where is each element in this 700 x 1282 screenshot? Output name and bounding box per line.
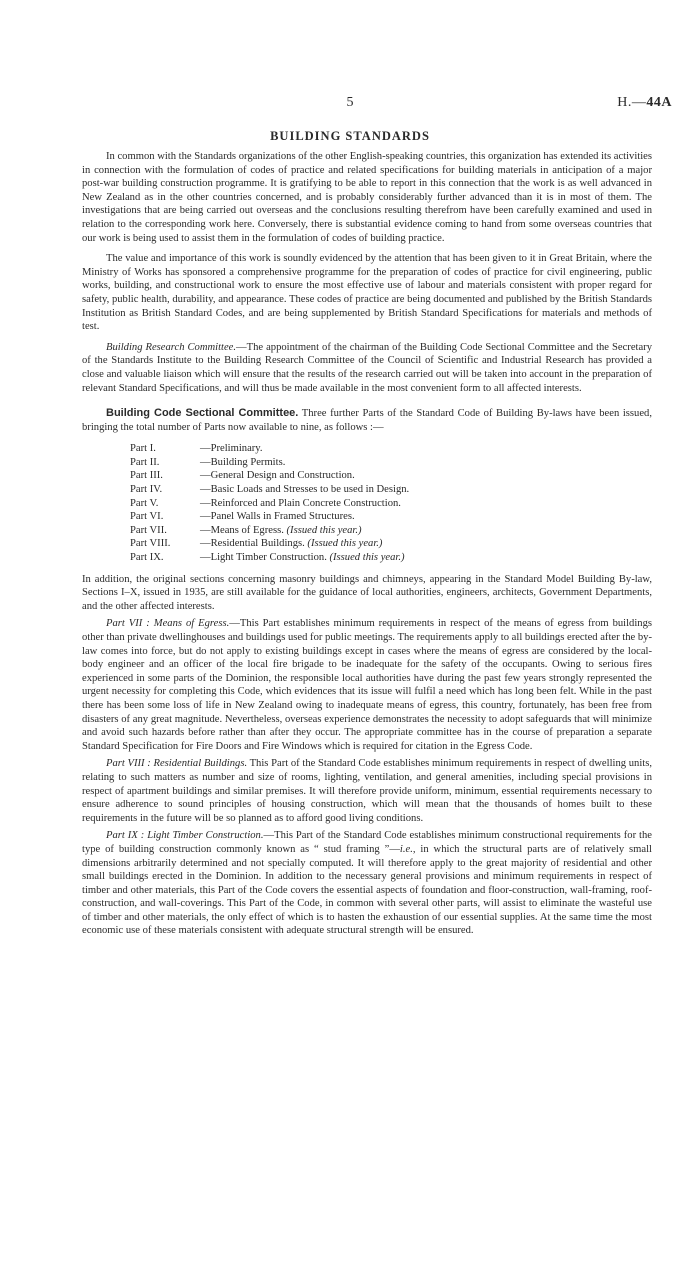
part-title: —Residential Buildings. (200, 538, 305, 550)
part-number: Part VIII. (130, 538, 171, 550)
list-item (130, 537, 652, 551)
list-item (130, 469, 652, 483)
list-item (130, 456, 652, 470)
paragraph-research-committee-text: —The appointment of the chairman of the Building Code Sectional Committee and the Secretary of the Standards Institute to the Building Research Committee of the Council of Scientific and Industrial Research has provided a close and valuable liaison which will ensure that the results of the research carried out will be taken into account in the preparation of relevant Standard Specifications, and will thus be made available in the most convenient form to all affected interests. (82, 341, 652, 394)
paragraph-part-vii (82, 617, 652, 753)
list-item (130, 524, 652, 538)
paragraph-part-vii-text: —This Part establishes minimum requirements in respect of the means of egress from buildings other than private dwellinghouses and buildings used for public meetings. The requirements apply to all buildings erected after the by-law comes into force, but do not apply to existing buildings except in cases where the means of egress are considered by the local-body engineer and an officer of the local fire brigade to be inadequate for the safety of the occupants. Owing to serious fires experienced in some parts of the Dominion, the responsible local authorities have during the past few years strongly represented the urgent necessity for completing this Code, which evidences that its issue will fulfil a need which has long been felt. While in the past there has been some loss of life in New Zealand owing to inadequate means of egress, this country, fortunately, has been free from disasters of any great magnitude. Nevertheless, overseas experience demonstrates the necessity to adopt safeguards that will minimize and avoid such hazards before rather than after they occur. The appropriate committee has in the course of preparation a separate Standard Specification for Fire Doors and Fire Windows which is required for citation in the Egress Code. (82, 618, 653, 752)
paragraph-original-sections: In addition, the original sections concerning masonry buildings and chimneys, appearing in the Standard Model Building By-law, Sections I–X, issued in 1935, are still available for the guidance of local authorities, engineers, architects, Government Departments, and the other affected interests. (82, 573, 652, 612)
page-number: 5 (346, 95, 354, 110)
part-title: —Means of Egress. (200, 524, 284, 536)
part-number: Part IX. (130, 552, 164, 564)
subheading-part-vii: Part VII : Means of Egress. (106, 618, 230, 630)
part-note: (Issued this year.) (329, 552, 405, 564)
paragraph-sectional-committee-text: Three further Parts of the Standard Code of Building By-laws have been issued, bringing the total number of Parts now available to nine, as follows :— (82, 408, 652, 433)
paragraph-part-ix-ie: i.e., (399, 843, 416, 855)
document-code-number: 44A (646, 95, 672, 110)
list-item (130, 510, 652, 524)
part-number: Part VII. (130, 524, 167, 536)
paragraph-great-britain: The value and importance of this work is soundly evidenced by the attention that has been given to it in Great Britain, where the Ministry of Works has sponsored a comprehensive programme for the preparation of codes of practice for civil engineering, public works, building, and constructional work to ensure the most effective use of labour and materials consistent with proper regard for safety, public health, durability, and appearance. These codes of practice are being documented and published by the British Standards Institution as British Standard Codes, and are being supplemented by British Standard Specifications for materials and methods of test. (82, 253, 652, 333)
part-title: —Basic Loads and Stresses to be used in Design. (200, 484, 410, 496)
paragraph-part-viii (82, 757, 652, 825)
paragraph-part-ix-text-a: —This Part of the Standard Code establishes minimum constructional requirements for the type of building construction commonly known as “ stud framing ”— (82, 830, 652, 855)
part-number: Part V. (130, 497, 159, 509)
part-number: Part I. (130, 443, 156, 455)
paragraph-intro: In common with the Standards organizations of the other English-speaking countries, this organization has extended its activities in connection with the formulation of codes of practice and related specifications for building materials in anticipation of a major post-war building construction programme. It is gratifying to be able to report in this connection that the work is as well advanced in New Zealand as in the other countries concerned, and is probably considerably further advanced than it is in most of them. The investigations that are being carried out overseas and the conclusions resulting therefrom have been carefully examined and used in relation to the corresponding work here. Conversely, there is substantial evidence coming to hand from some overseas countries that our work is being used to assist them in the formulation of codes of building practice. (82, 151, 652, 244)
part-title: —Light Timber Construction. (200, 552, 327, 564)
section-heading: BUILDING STANDARDS (270, 129, 430, 143)
document-body (82, 150, 652, 942)
subheading-part-ix: Part IX : Light Timber Construction. (106, 830, 264, 842)
part-title: —Building Permits. (200, 456, 286, 468)
part-title: —Preliminary. (200, 443, 263, 455)
part-note: (Issued this year.) (286, 524, 362, 536)
subheading-research-committee: Building Research Committee. (106, 341, 237, 353)
document-code (617, 95, 672, 111)
paragraph-part-ix-text-b: in which the structural parts are of relatively small dimensions arbitrarily determined and not specially computed. It will therefore apply to the great majority of residential and other small buildings erected in the Dominion. In addition to the necessary general provisions and minimum requirements in respect of timber and other materials, this Part of the Code covers the essential aspects of foundation and floor-construction, wall-framing, roof-construction, and wall-coverings. This Part of the Code, in common with several other parts, will assist to eliminate the wasteful use of timber and other materials, the only effect of which is to hasten the exhaustion of our essential supplies. At the same time the most economic use of these materials consistent with adequate structural strength will be ensured. (82, 843, 652, 937)
document-code-prefix: H.— (617, 95, 647, 110)
paragraph-research-committee (82, 341, 652, 395)
list-item (130, 442, 652, 456)
subheading-sectional-committee: Building Code Sectional Committee. (106, 407, 299, 420)
part-title: —Reinforced and Plain Concrete Construction. (200, 497, 401, 509)
parts-list (130, 442, 652, 564)
part-title: —General Design and Construction. (200, 470, 355, 482)
list-item (130, 497, 652, 511)
part-number: Part VI. (130, 511, 164, 523)
paragraph-sectional-committee (82, 407, 652, 434)
part-number: Part II. (130, 456, 160, 468)
subheading-part-viii: Part VIII : Residential Buildings. (106, 758, 248, 770)
part-number: Part III. (130, 470, 163, 482)
list-item (130, 483, 652, 497)
list-item (130, 551, 652, 565)
part-note: (Issued this year.) (307, 538, 383, 550)
part-number: Part IV. (130, 484, 163, 496)
paragraph-part-viii-text: This Part of the Standard Code establishes minimum requirements in respect of dwelling units, relating to such matters as number and size of rooms, lighting, ventilation, and general amenities, including special provisions in respect of apartment buildings and similar premises. It will therefore provide uniform, minimum, essential requirements necessary to ensure adherence to sound principles of housing construction, which will mean that the thousands of homes built to these requirements in the future will be so planned as to afford good living conditions. (82, 758, 652, 824)
part-title: —Panel Walls in Framed Structures. (200, 511, 355, 523)
paragraph-part-ix (82, 829, 652, 938)
